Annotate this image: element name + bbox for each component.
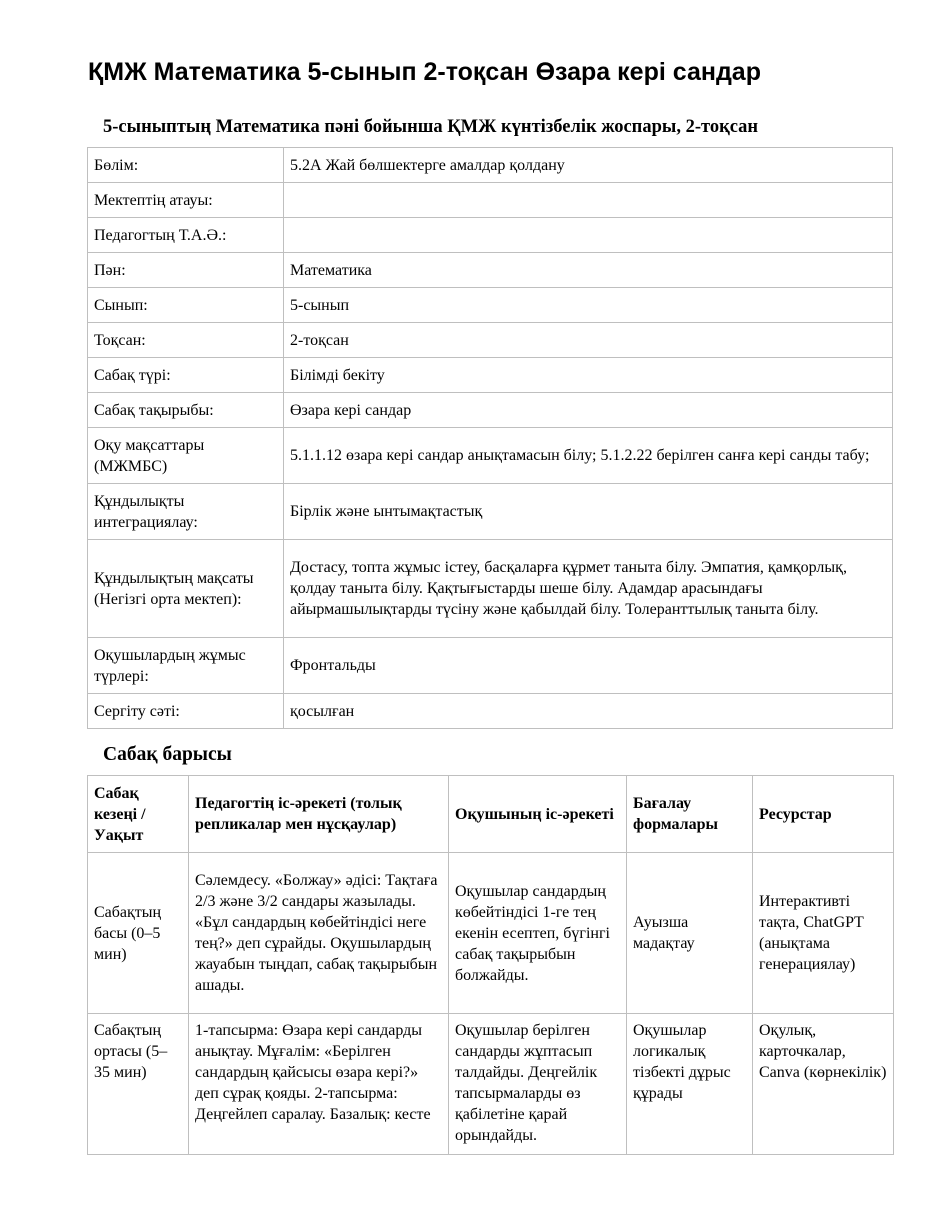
info-label: Сынып: xyxy=(88,288,284,323)
info-row xyxy=(88,393,893,428)
cell-student: Оқушылар сандардың көбейтіндісі 1-ге тең екенін есептеп, бүгінгі сабақ тақырыбын болжайды. xyxy=(449,853,627,1014)
plan-info-body xyxy=(88,148,893,729)
info-value: Өзара кері сандар xyxy=(284,393,893,428)
cell-resources: Оқулық, карточкалар, Canva (көрнекілік) xyxy=(753,1014,894,1155)
info-value: 5-сынып xyxy=(284,288,893,323)
info-row xyxy=(88,183,893,218)
lesson-section-title: Сабақ барысы xyxy=(103,744,232,765)
info-row xyxy=(88,428,893,484)
info-value: 2-тоқсан xyxy=(284,323,893,358)
header-stage: Сабақ кезеңі / Уақыт xyxy=(88,776,189,853)
info-row xyxy=(88,323,893,358)
info-row xyxy=(88,358,893,393)
info-value xyxy=(284,218,893,253)
info-label: Мектептің атауы: xyxy=(88,183,284,218)
cell-student: Оқушылар берілген сандарды жұптасып талдайды. Деңгейлік тапсырмаларды өз қабілетіне қарай орындайды. xyxy=(449,1014,627,1155)
info-row xyxy=(88,288,893,323)
cell-teacher: 1-тапсырма: Өзара кері сандарды анықтау. Мұғалім: «Берілген сандардың қайсысы өзара кері?» деп сұрақ қояды. 2-тапсырма: Деңгейлеп саралау. Базалық: кесте xyxy=(189,1014,449,1155)
info-row xyxy=(88,694,893,729)
info-value: Фронтальды xyxy=(284,638,893,694)
header-student: Оқушының іс-әрекеті xyxy=(449,776,627,853)
info-row xyxy=(88,540,893,638)
cell-assessment: Оқушылар логикалық тізбекті дұрыс құрады xyxy=(627,1014,753,1155)
info-value xyxy=(284,183,893,218)
cell-teacher: Сәлемдесу. «Болжау» әдісі: Тақтаға 2/3 және 3/2 сандары жазылады. «Бұл сандардың көбейтіндісі неге тең?» деп сұрайды. Оқушылардың жауабын тыңдап, сабақ тақырыбын ашады. xyxy=(189,853,449,1014)
cell-stage: Сабақтың ортасы (5–35 мин) xyxy=(88,1014,189,1155)
info-value: Математика xyxy=(284,253,893,288)
cell-assessment: Ауызша мадақтау xyxy=(627,853,753,1014)
info-value: қосылған xyxy=(284,694,893,729)
document-title: ҚМЖ Математика 5-сынып 2-тоқсан Өзара кері сандар xyxy=(88,58,761,86)
info-row xyxy=(88,218,893,253)
lesson-row xyxy=(88,1014,894,1155)
info-label: Құндылықты интеграциялау: xyxy=(88,484,284,540)
info-label: Құндылықтың мақсаты (Негізгі орта мектеп): xyxy=(88,540,284,638)
info-label: Педагогтың Т.А.Ә.: xyxy=(88,218,284,253)
info-row xyxy=(88,253,893,288)
lesson-header-row xyxy=(88,776,894,853)
info-value: Достасу, топта жұмыс істеу, басқаларға құрмет таныта білу. Эмпатия, қамқорлық, қолдау таныта білу. Қақтығыстарды шеше білу. Адамдар арасындағы айырмашылықтарды түсіну және қабылдай білу. Толеранттылық таныта білу. xyxy=(284,540,893,638)
info-label: Сабақ тақырыбы: xyxy=(88,393,284,428)
info-value: Бірлік және ынтымақтастық xyxy=(284,484,893,540)
info-value: 5.1.1.12 өзара кері сандар анықтамасын білу; 5.1.2.22 берілген санға кері санды табу; xyxy=(284,428,893,484)
plan-info-table xyxy=(87,147,893,729)
lesson-row xyxy=(88,853,894,1014)
cell-resources: Интерактивті тақта, ChatGPT (анықтама генерациялау) xyxy=(753,853,894,1014)
info-value: Білімді бекіту xyxy=(284,358,893,393)
info-label: Оқушылардың жұмыс түрлері: xyxy=(88,638,284,694)
header-resources: Ресурстар xyxy=(753,776,894,853)
info-row xyxy=(88,148,893,183)
header-assessment: Бағалау формалары xyxy=(627,776,753,853)
header-teacher: Педагогтің іс-әрекеті (толық репликалар мен нұсқаулар) xyxy=(189,776,449,853)
info-value: 5.2А Жай бөлшектерге амалдар қолдану xyxy=(284,148,893,183)
cell-stage: Сабақтың басы (0–5 мин) xyxy=(88,853,189,1014)
lesson-flow-table xyxy=(87,775,894,1155)
info-label: Сергіту сәті: xyxy=(88,694,284,729)
info-label: Сабақ түрі: xyxy=(88,358,284,393)
info-label: Пән: xyxy=(88,253,284,288)
info-label: Бөлім: xyxy=(88,148,284,183)
info-label: Тоқсан: xyxy=(88,323,284,358)
info-label: Оқу мақсаттары (МЖМБС) xyxy=(88,428,284,484)
info-row xyxy=(88,638,893,694)
plan-subtitle: 5-сыныптың Математика пәні бойынша ҚМЖ күнтізбелік жоспары, 2-тоқсан xyxy=(103,117,759,137)
info-row xyxy=(88,484,893,540)
